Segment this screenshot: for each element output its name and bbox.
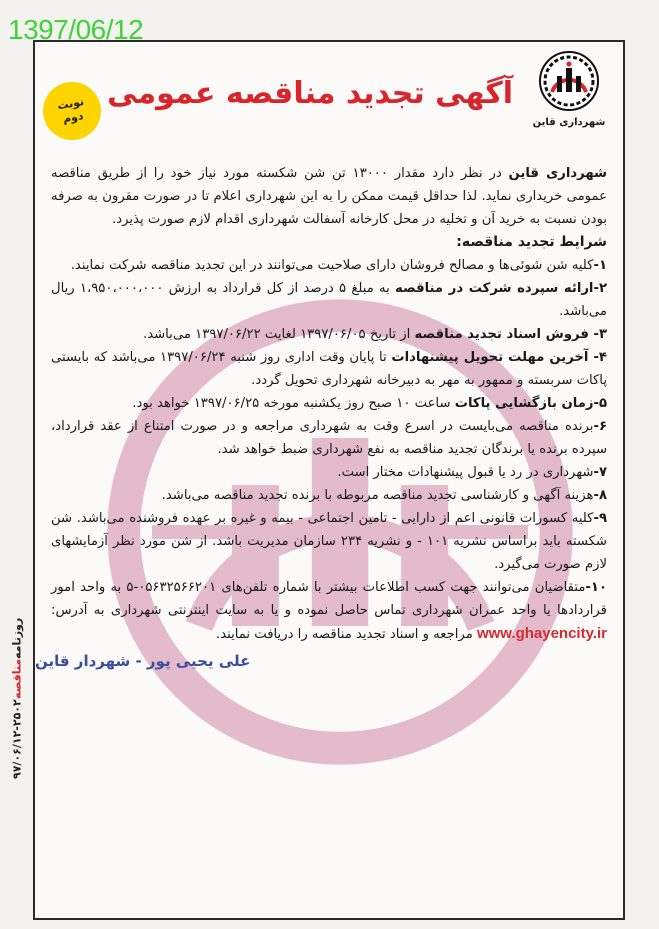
condition-item [51,507,607,576]
website-link[interactable]: www.ghayencity.ir [476,625,607,642]
round-badge [38,77,105,144]
intro-paragraph [51,162,607,231]
condition-bold: ۱- [593,258,607,273]
condition-text: متقاضیان می‌توانند جهت کسب اطلاعات بیشتر با شماره تلفن‌های ۰۵۶۳۲۵۶۶۲۰۱-۵ به واحد امور قراردادها یا واحد عمران شهرداری تماس حاصل نموده و یا به سایت اینترنتی شهرداری به آدرس: [51,580,607,618]
condition-bold: ۹- [593,511,607,526]
condition-item [51,277,607,323]
condition-item [51,323,607,346]
newspaper-side-label [4,618,30,888]
condition-text: ساعت ۱۰ صبح روز یکشنبه مورخه ۱۳۹۷/۰۶/۲۵ خواهد بود. [132,396,455,411]
condition-item [51,392,607,415]
condition-text: به مبلغ ۵ درصد از کل قرارداد به ارزش ۱،۹۵۰،۰۰۰،۰۰۰ ریال می‌باشد. [51,281,607,319]
condition-text: کلیه شن شوئی‌ها و مصالح فروشان دارای صلاحیت می‌توانند در این تجدید مناقصه شرکت نمایند. [70,258,594,273]
condition-item [51,254,607,277]
condition-text: از تاریخ ۱۳۹۷/۰۶/۰۵ لغایت ۱۳۹۷/۰۶/۲۲ می‌باشد. [143,327,415,342]
condition-text: هزینه آگهی و کارشناسی تجدید مناقصه مربوطه با برنده تجدید مناقصه می‌باشد. [161,488,594,503]
notice-header [35,42,623,152]
badge-line-1: نوبت [56,95,86,113]
badge-line-2: دوم [61,109,85,126]
condition-text: تا پایان وقت اداری روز شنبه ۱۳۹۷/۰۶/۲۴ می‌باشد که بایستی پاکات سربسته و ممهور به مهر به دبیرخانه شهرداری تحویل گردد. [51,350,607,388]
condition-bold: ۴- آخرین مهلت تحویل پیشنهادات [391,350,607,365]
side-label-paper: مناقصه [10,659,24,700]
condition-bold: ۸- [593,488,607,503]
side-label-prefix: روزنامه [10,618,24,660]
condition-item [51,346,607,392]
condition-bold: ۱۰- [585,580,607,595]
condition-bold: ۳- فروش اسناد تجدید مناقصه [414,327,607,342]
date-stamp: 1397/06/12 [8,14,144,45]
signature: علی یحیی پور - شهردار قاین [35,652,251,670]
notice-body [35,152,623,646]
condition-text: شهرداری در رد یا قبول پیشنهادات مختار است. [337,465,594,480]
municipality-emblem-icon [538,50,600,112]
condition-item [51,461,607,484]
intro-org: شهرداری قاین [508,166,608,181]
condition-item [51,484,607,507]
condition-text: کلیه کسورات قانونی اعم از دارایی - تامین اجتماعی - بیمه و غیره بر عهده فروشنده می‌باشد. شن شکسته باید براساس نشریه ۱۰۱ - و نشریه ۲۳۴ سازمان مدیریت باشد. از شن مورد نظر آزمایشهای لازم صورت می‌گیرد. [51,511,607,572]
closing-text: مراجعه و اسناد تجدید مناقصه را دریافت نمایند. [216,627,477,642]
condition-bold: ۵-زمان بازگشایی پاکات [454,396,607,411]
condition-bold: ۲-ارائه سپرده شرکت در مناقصه [394,281,607,296]
notice-frame [33,40,625,920]
condition-item [51,576,607,646]
logo-label: شهرداری قاین [532,117,606,128]
side-label-suffix: ۹۷/۰۶/۱۲-۲۵۰۲ [10,699,24,780]
condition-text: برنده مناقصه می‌بایست در اسرع وقت به شهرداری مراجعه و در صورت امتناع از عقد قرارداد، سپرده برنده یا برندگان تجدید مناقصه به نفع شهرداری ضبط خواهد شد. [51,419,607,457]
intro-text: در نظر دارد مقدار ۱۳۰۰۰ تن شن شکسته مورد نیاز خود را از طریق مناقصه عمومی خریداری نماید. لذا حداقل قیمت ممکن را به این شهرداری اعلام تا در صورت مقرون به صرفه بودن نسبت به خرید آن و تخلیه در محل کارخانه آسفالت شهرداری اقدام لازم صورت پذیرد. [51,166,607,227]
municipality-logo [529,50,609,128]
condition-bold: ۶- [593,419,607,434]
notice-title: آگهی تجدید مناقصه عمومی [107,76,513,111]
condition-bold: ۷- [593,465,607,480]
condition-item [51,415,607,461]
conditions-heading: شرایط تجدید مناقصه: [456,234,607,250]
